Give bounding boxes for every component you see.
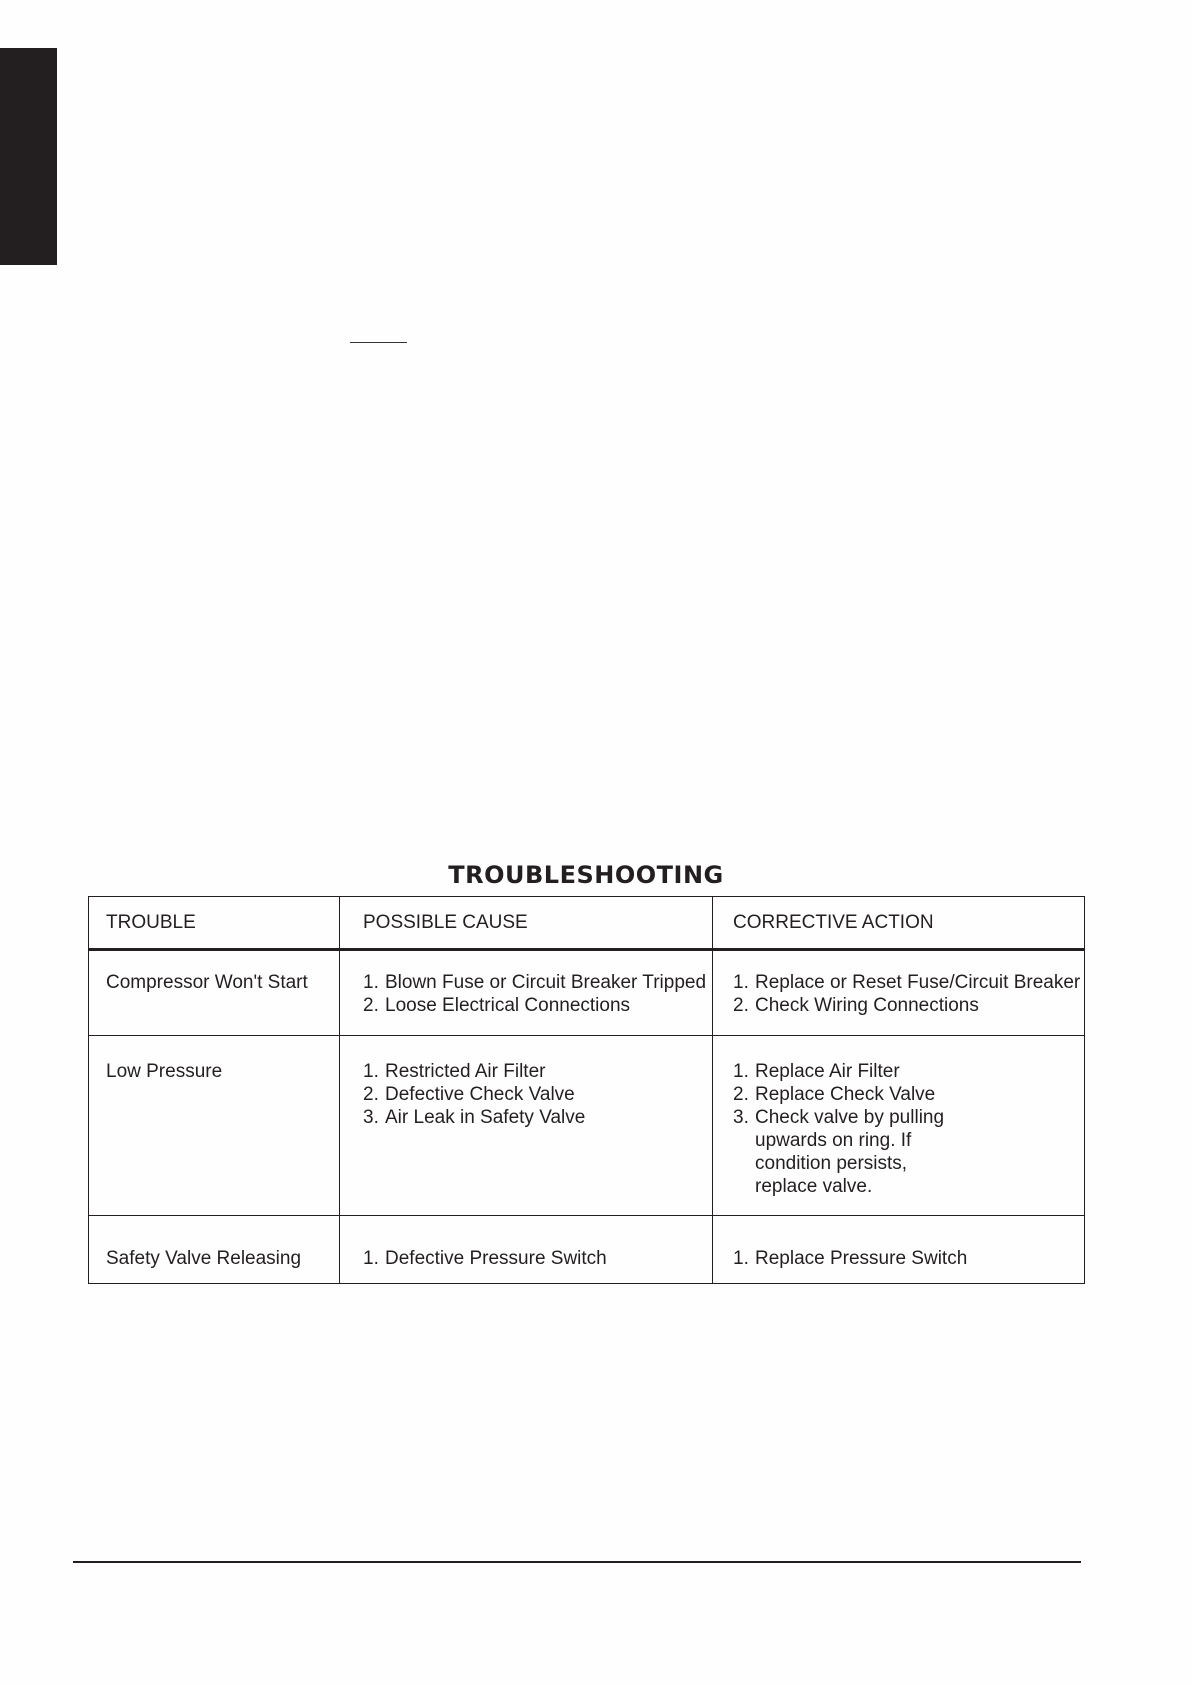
header-possible-cause [340, 897, 713, 950]
list-item [363, 971, 712, 994]
table-row [89, 950, 1085, 1036]
side-tab-marker [0, 48, 57, 265]
action-list [733, 1247, 1084, 1270]
trouble-cell [89, 1216, 340, 1284]
header-corrective-action [713, 897, 1085, 950]
item-text: Air Leak in Safety Valve [385, 1107, 586, 1128]
item-number: 1. [733, 1248, 749, 1269]
footer-rule [73, 1561, 1081, 1563]
list-item [733, 1247, 1084, 1270]
item-text: Restricted Air Filter [385, 1061, 546, 1082]
item-text: Defective Check Valve [385, 1084, 575, 1105]
list-item [363, 1060, 712, 1083]
item-number: 2. [363, 1084, 379, 1105]
item-text: Replace Air Filter [755, 1061, 900, 1082]
list-item [363, 994, 712, 1017]
action-cell [713, 1216, 1085, 1284]
action-list [733, 971, 1084, 1017]
item-text: Defective Pressure Switch [385, 1248, 607, 1269]
item-number: 1. [733, 1061, 749, 1082]
list-item [733, 971, 1084, 994]
list-item [733, 1083, 1084, 1106]
table-header-row [89, 897, 1085, 950]
action-cell [713, 950, 1085, 1036]
cause-list [363, 1247, 712, 1270]
item-number: 2. [733, 1084, 749, 1105]
trouble-cell [89, 1036, 340, 1216]
item-number: 2. [733, 995, 749, 1016]
item-text: Replace Pressure Switch [755, 1248, 968, 1269]
item-number: 1. [363, 1061, 379, 1082]
header-trouble-label: TROUBLE [106, 912, 196, 933]
item-number: 3. [733, 1107, 749, 1128]
list-item [363, 1083, 712, 1106]
action-cell [713, 1036, 1085, 1216]
trouble-text: Compressor Won't Start [106, 972, 308, 993]
trouble-text: Safety Valve Releasing [106, 1248, 302, 1269]
item-number: 1. [733, 972, 749, 993]
list-item [733, 994, 1084, 1017]
table-row [89, 1216, 1085, 1284]
cause-list [363, 1060, 712, 1129]
list-item [733, 1060, 1084, 1083]
item-number: 2. [363, 995, 379, 1016]
item-text: Loose Electrical Connections [385, 995, 631, 1016]
header-possible-cause-label: POSSIBLE CAUSE [363, 912, 528, 933]
cause-cell [340, 1216, 713, 1284]
cause-cell [340, 1036, 713, 1216]
item-text: Check valve by pulling upwards on ring. If condition persists, replace valve. [755, 1107, 945, 1197]
header-trouble [89, 897, 340, 950]
trouble-cell [89, 950, 340, 1036]
item-text: Replace Check Valve [755, 1084, 936, 1105]
table-row [89, 1036, 1085, 1216]
item-text: Blown Fuse or Circuit Breaker Tripped [385, 972, 707, 993]
short-rule [350, 342, 407, 343]
cause-cell [340, 950, 713, 1036]
item-number: 1. [363, 972, 379, 993]
item-number: 3. [363, 1107, 379, 1128]
item-number: 1. [363, 1248, 379, 1269]
list-item [733, 1106, 1084, 1198]
list-item [363, 1247, 712, 1270]
header-corrective-action-label: CORRECTIVE ACTION [733, 912, 934, 933]
list-item [363, 1106, 712, 1129]
troubleshooting-table [88, 896, 1085, 1284]
section-title: TROUBLESHOOTING [448, 861, 724, 889]
item-text: Replace or Reset Fuse/Circuit Breaker [755, 972, 1081, 993]
action-list [733, 1060, 1084, 1198]
item-text: Check Wiring Connections [755, 995, 979, 1016]
cause-list [363, 971, 712, 1017]
trouble-text: Low Pressure [106, 1061, 223, 1082]
